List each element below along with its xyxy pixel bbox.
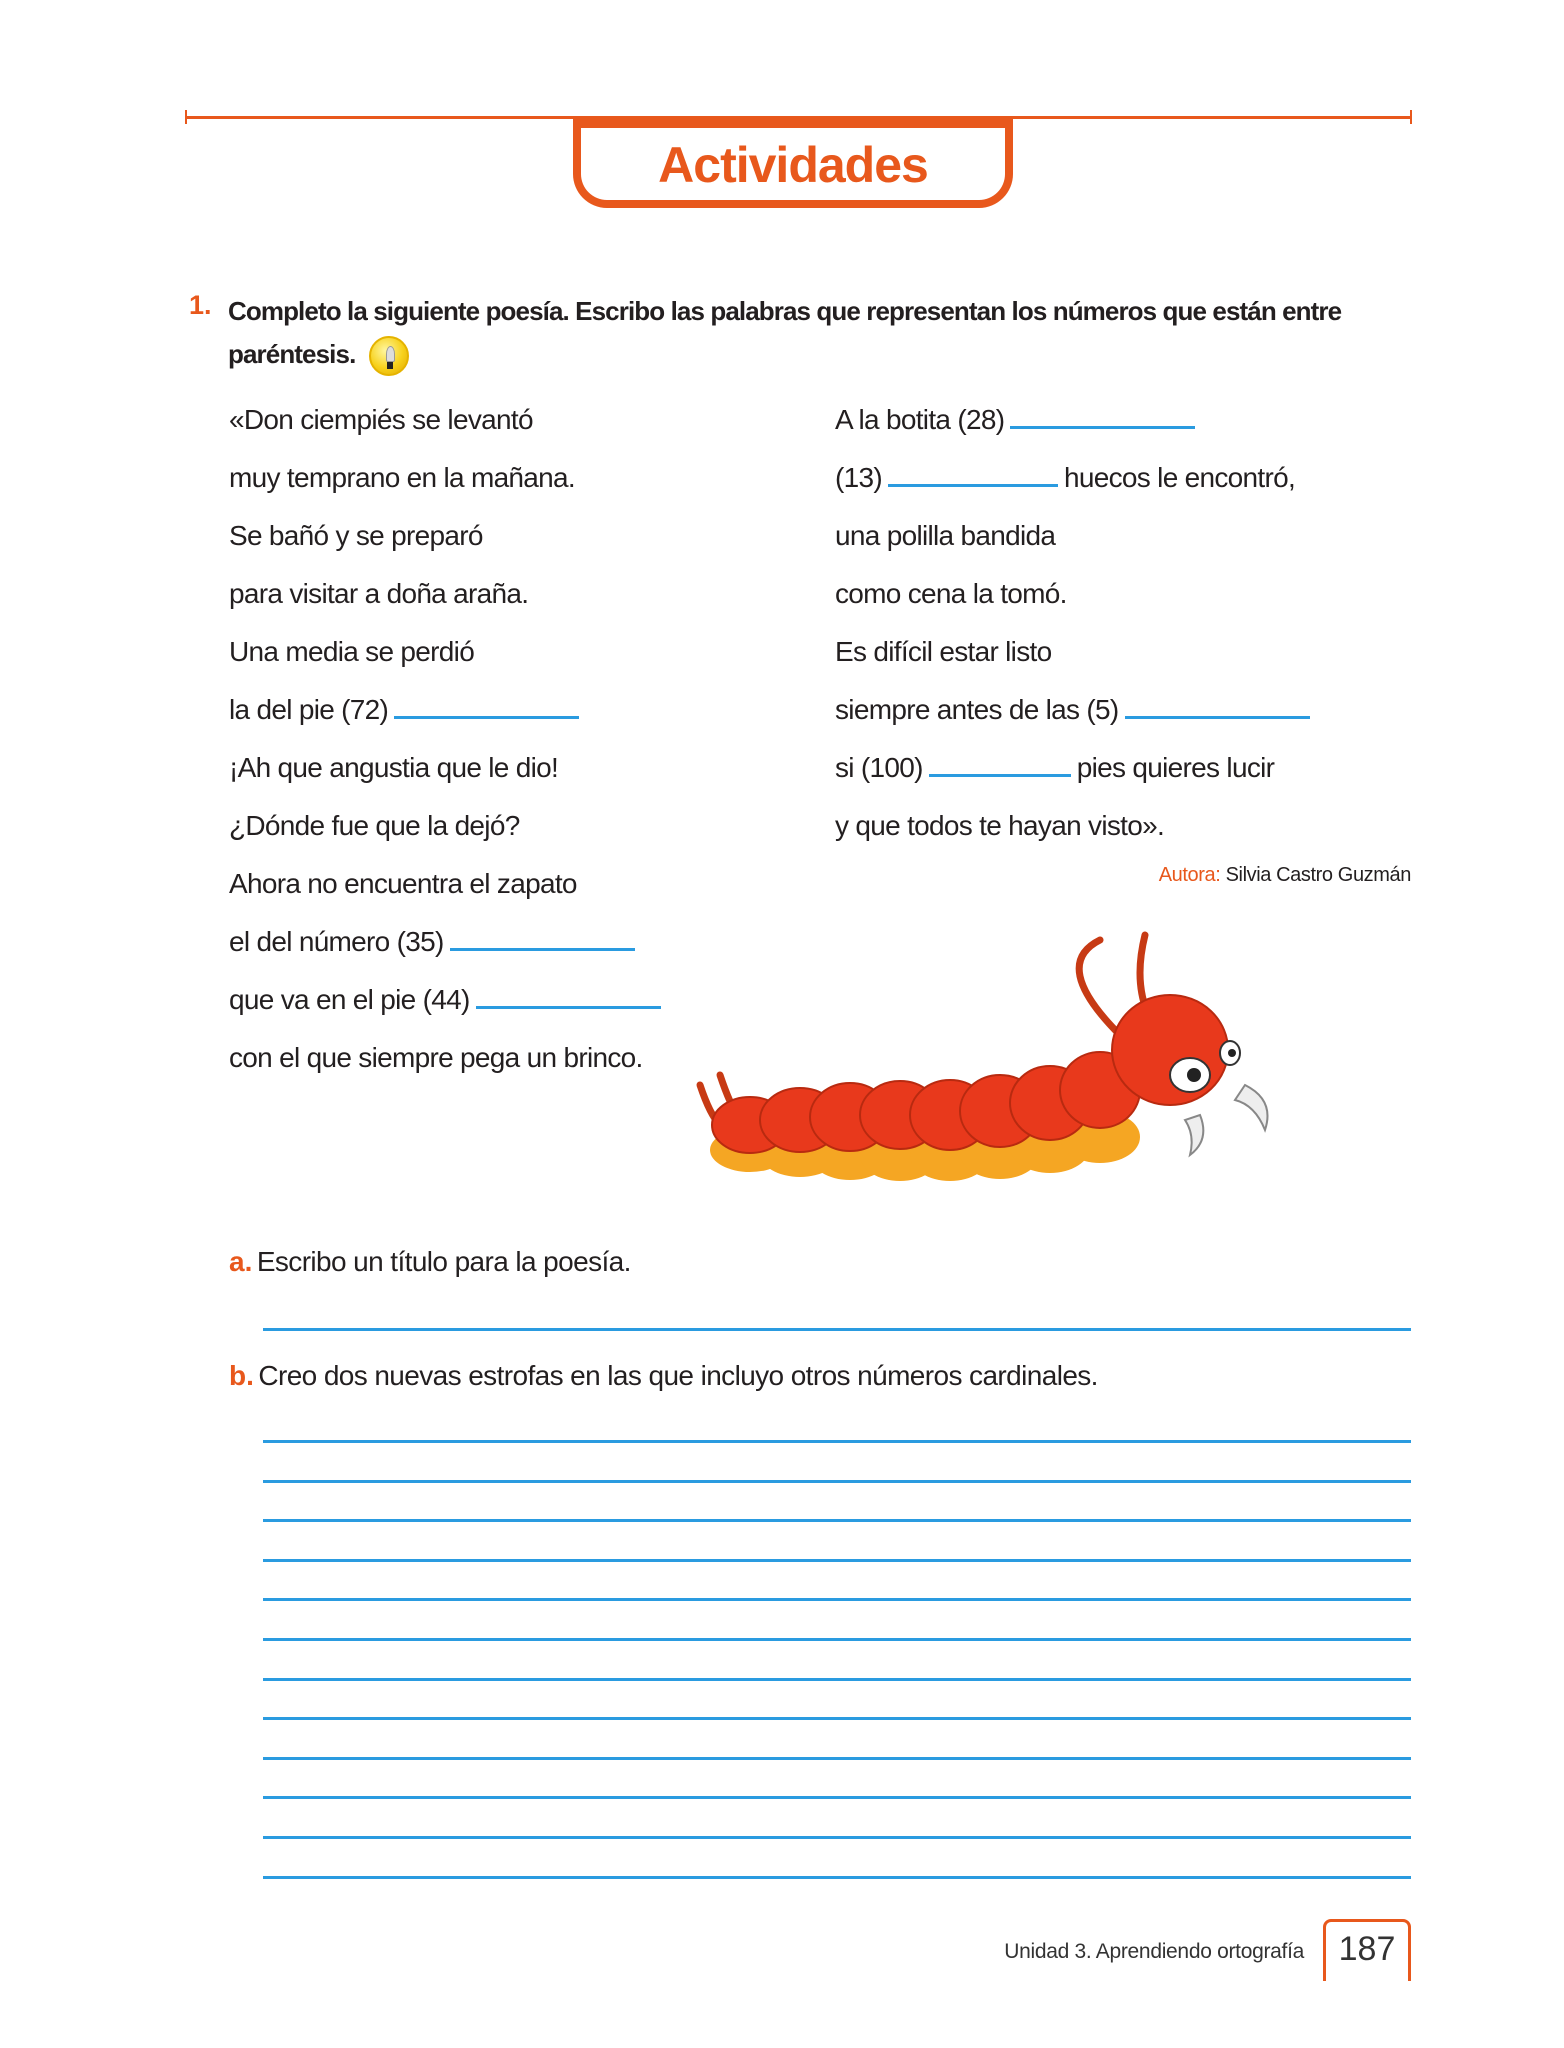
- answer-line-b[interactable]: [263, 1638, 1411, 1641]
- poem-line: [229, 574, 528, 614]
- poem-line: [229, 690, 585, 730]
- sub-a-text: Escribo un título para la poesía.: [256, 1246, 631, 1277]
- answer-line-b[interactable]: [263, 1876, 1411, 1879]
- answer-line-b[interactable]: [263, 1519, 1411, 1522]
- question-text: [228, 290, 1418, 376]
- poem-text: si (100): [835, 752, 923, 783]
- poem-line: [229, 1038, 643, 1078]
- poem-text: ¡Ah que angustia que le dio!: [229, 752, 559, 783]
- answer-line-b[interactable]: [263, 1717, 1411, 1720]
- rule-cap-left: [185, 110, 187, 124]
- poem-text: muy temprano en la mañana.: [229, 462, 576, 493]
- poem-line: [229, 922, 641, 962]
- fill-in-blank[interactable]: [1010, 404, 1195, 429]
- answer-line-b[interactable]: [263, 1480, 1411, 1483]
- poem-text: para visitar a doña araña.: [229, 578, 529, 609]
- poem-text: como cena la tomó.: [835, 578, 1067, 609]
- poem-line: [835, 574, 1067, 614]
- answer-line-b[interactable]: [263, 1678, 1411, 1681]
- answer-line-b[interactable]: [263, 1757, 1411, 1760]
- sub-b-label: b.: [229, 1360, 254, 1391]
- poem-text: Una media se perdió: [229, 636, 475, 667]
- centipede-illustration: [690, 925, 1320, 1205]
- sub-question-a: [229, 1246, 631, 1278]
- poem-text: ¿Dónde fue que la dejó?: [229, 810, 520, 841]
- poem-line: [835, 632, 1051, 672]
- answer-line-b[interactable]: [263, 1598, 1411, 1601]
- footer-unit: Unidad 3. Aprendiendo ortografía: [1004, 1940, 1304, 1963]
- poem-text: siempre antes de las (5): [835, 694, 1119, 725]
- poem-text: (13): [835, 462, 882, 493]
- poem-line: [835, 690, 1316, 730]
- poem-text: «Don ciempiés se levantó: [229, 404, 533, 435]
- answer-line-b[interactable]: [263, 1440, 1411, 1443]
- poem-line: [835, 400, 1201, 440]
- answer-line-a[interactable]: [263, 1328, 1411, 1331]
- poem-line: [229, 864, 577, 904]
- poem-text: Es difícil estar listo: [835, 636, 1052, 667]
- poem-text: Ahora no encuentra el zapato: [229, 868, 577, 899]
- poem-line: [229, 458, 575, 498]
- poem-line: [229, 748, 558, 788]
- poem-text: que va en el pie (44): [229, 984, 470, 1015]
- sub-a-label: a.: [229, 1246, 253, 1277]
- lightbulb-icon: [369, 336, 409, 376]
- answer-line-b[interactable]: [263, 1559, 1411, 1562]
- poem-line: [835, 806, 1164, 846]
- poem-author: [1159, 864, 1411, 887]
- question-instruction: Completo la siguiente poesía. Escribo las palabras que representan los números que están entre paréntesis.: [228, 296, 1342, 369]
- poem-text: el del número (35): [229, 926, 444, 957]
- poem-text: y que todos te hayan visto».: [835, 810, 1165, 841]
- fill-in-blank[interactable]: [929, 752, 1071, 777]
- fill-in-blank[interactable]: [394, 694, 579, 719]
- poem-line: [835, 748, 1274, 788]
- page-number: 187: [1323, 1919, 1411, 1981]
- fill-in-blank[interactable]: [888, 462, 1058, 487]
- poem-text: pies quieres lucir: [1076, 752, 1275, 783]
- poem-text: la del pie (72): [229, 694, 389, 725]
- author-name: Silvia Castro Guzmán: [1225, 864, 1411, 886]
- poem-line: [229, 632, 474, 672]
- fill-in-blank[interactable]: [450, 926, 635, 951]
- poem-text: Se bañó y se preparó: [229, 520, 483, 551]
- fill-in-blank[interactable]: [476, 984, 661, 1009]
- poem-text: A la botita (28): [835, 404, 1005, 435]
- question-number: 1.: [189, 290, 212, 320]
- poem-text: huecos le encontró,: [1064, 462, 1296, 493]
- poem-line: [229, 516, 483, 556]
- poem-line: [229, 806, 520, 846]
- poem-line: [229, 400, 533, 440]
- poem-line: [229, 980, 667, 1020]
- sub-b-text: Creo dos nuevas estrofas en las que incluyo otros números cardinales.: [258, 1360, 1098, 1391]
- rule-cap-right: [1410, 110, 1412, 124]
- poem-line: [835, 458, 1295, 498]
- poem-text: una polilla bandida: [835, 520, 1056, 551]
- sub-question-b: [229, 1360, 1098, 1392]
- answer-line-b[interactable]: [263, 1796, 1411, 1799]
- poem-text: con el que siempre pega un brinco.: [229, 1042, 643, 1073]
- poem-line: [835, 516, 1055, 556]
- fill-in-blank[interactable]: [1125, 694, 1310, 719]
- page-title: Actividades: [658, 137, 928, 193]
- author-label: Autora:: [1158, 864, 1221, 886]
- answer-line-b[interactable]: [263, 1836, 1411, 1839]
